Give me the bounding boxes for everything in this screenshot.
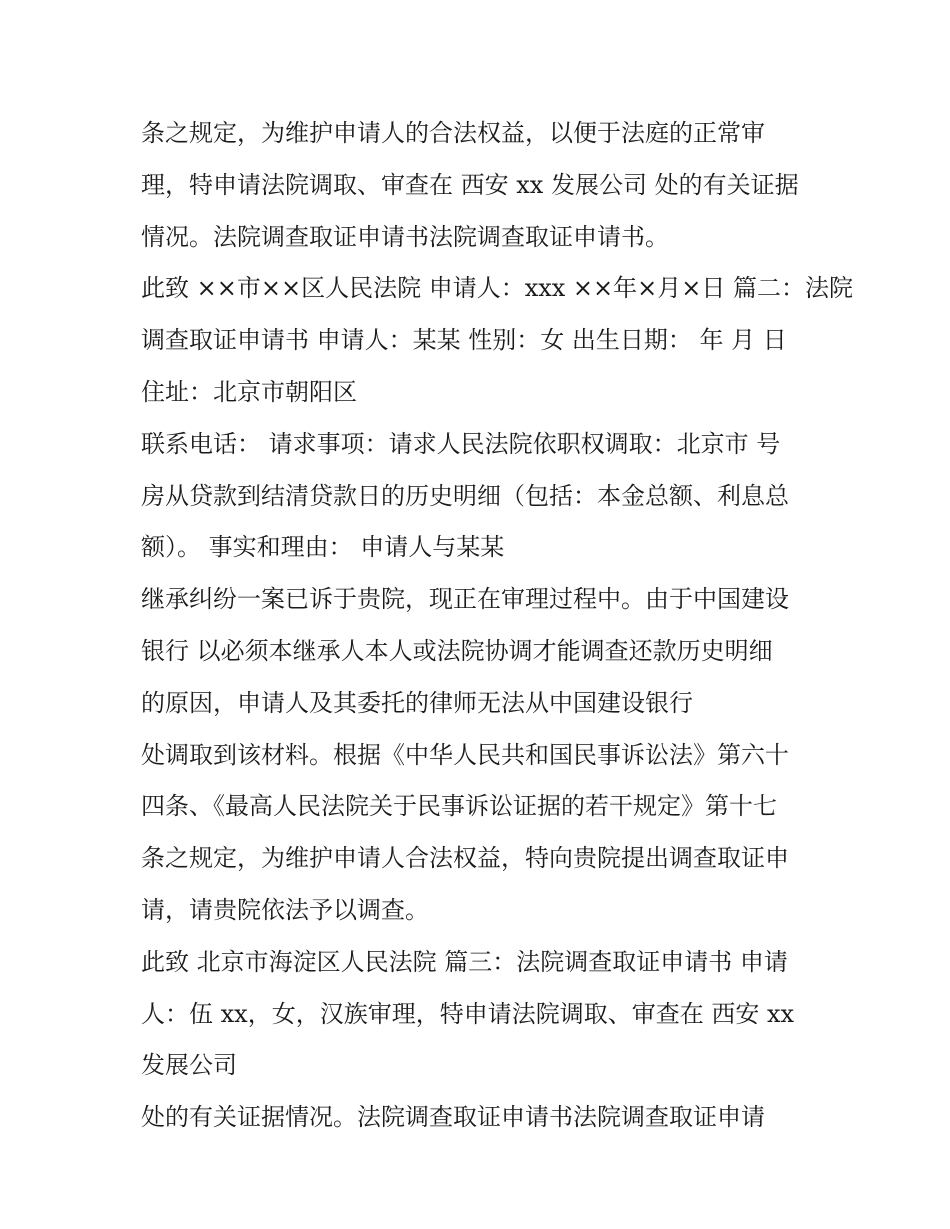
text-line: 四条、《最高人民法院关于民事诉讼证据的若干规定》第十七 [141, 792, 777, 821]
text-line: 联系电话： 请求事项：请求人民法院依职权调取：北京市 号 [141, 429, 781, 458]
text-line: 条之规定，为维护申请人的合法权益，以便于法庭的正常审 [141, 119, 765, 147]
text-line: 的原因，申请人及其委托的律师无法从中国建设银行 [141, 688, 693, 717]
text-line: 发展公司 [141, 1051, 237, 1080]
document-body [141, 108, 853, 1144]
text-line: 此致 北京市海淀区人民法院 篇三：法院调查取证申请书 申请 [141, 947, 788, 976]
text-line: 情况。法院调查取证申请书法院调查取证申请书。 [141, 222, 669, 251]
text-line: 银行 以必须本继承人本人或法院协调才能调查还款历史明细 [141, 636, 773, 665]
text-line: 额）。 事实和理由： 申请人与某某 [141, 533, 505, 562]
text-line: 处的有关证据情况。法院调查取证申请书法院调查取证申请 [141, 1103, 765, 1132]
text-line: 房从贷款到结清贷款日的历史明细（包括：本金总额、利息总 [141, 481, 789, 510]
text-line: 理，特申请法院调取、审查在 西安 xx 发展公司 处的有关证据 [141, 170, 799, 199]
text-line: 住址：北京市朝阳区 [141, 377, 357, 406]
text-line: 调查取证申请书 申请人：某某 性别：女 出生日期： 年 月 日 [141, 326, 787, 355]
text-line: 处调取到该材料。根据《中华人民共和国民事诉讼法》第六十 [141, 740, 789, 769]
text-line: 继承纠纷一案已诉于贵院，现正在审理过程中。由于中国建设 [141, 585, 789, 614]
text-line: 请，请贵院依法予以调查。 [141, 895, 429, 924]
text-line: 此致 ××市××区人民法院 申请人：xxx ××年×月×日 篇二：法院 [141, 274, 853, 303]
text-line: 人：伍 xx，女，汉族审理，特申请法院调取、审查在 西安 xx [141, 999, 795, 1028]
text-line: 条之规定，为维护申请人合法权益，特向贵院提出调查取证申 [141, 844, 789, 873]
